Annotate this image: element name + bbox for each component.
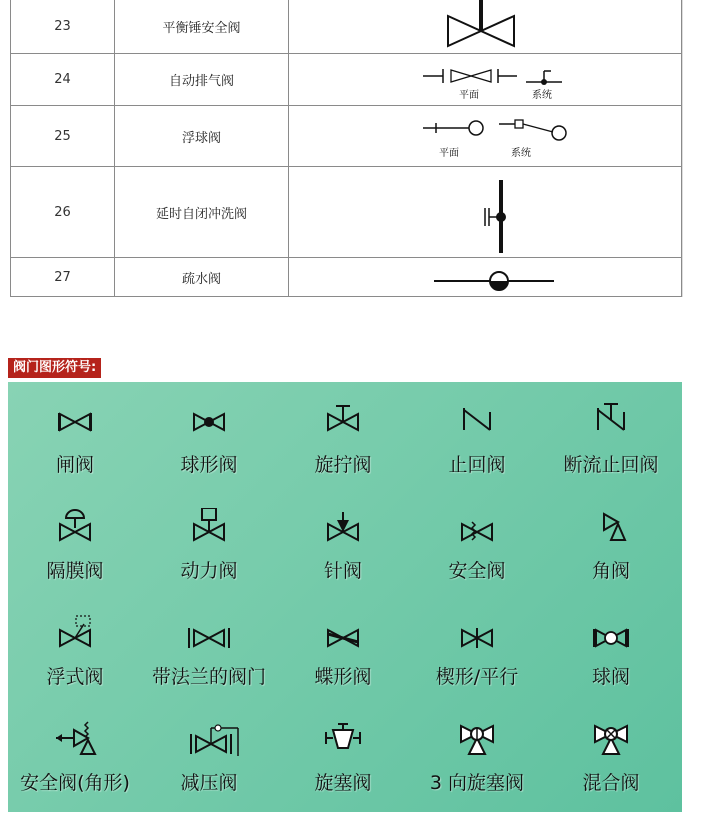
plug-valve-icon — [276, 720, 410, 768]
symbol-label: 浮式阀 — [46, 666, 104, 688]
symbol-label: 楔形/平行 — [435, 666, 519, 688]
symbol-label: 动力阀 — [180, 560, 238, 582]
symbol-cell — [8, 508, 142, 610]
row-number: 27 — [11, 258, 115, 297]
row-number: 26 — [11, 167, 115, 257]
three-way-plug-valve-icon — [410, 720, 544, 768]
symbol-label: 混合阀 — [582, 772, 640, 794]
symbol-cell — [276, 614, 410, 716]
system-label: 系统 — [511, 148, 531, 159]
symbol-label: 减压阀 — [180, 772, 238, 794]
symbol-label: 安全阀 — [448, 560, 506, 582]
wedge-parallel-valve-icon — [410, 614, 544, 662]
stop-check-valve-icon — [544, 402, 678, 450]
row-name: 延时自闭冲洗阀 — [115, 167, 289, 257]
symbol-cell — [276, 720, 410, 822]
mixing-valve-icon — [544, 720, 678, 768]
symbol-cell — [544, 508, 678, 610]
symbol-label: 针阀 — [323, 560, 362, 582]
symbol-cell — [142, 508, 276, 610]
auto-air-vent-valve-icon — [289, 54, 681, 105]
symbol-cell — [544, 614, 678, 716]
balance-weight-safety-valve-icon — [289, 0, 681, 53]
symbol-cell — [410, 402, 544, 504]
table-row — [11, 54, 681, 106]
symbol-label: 蝶形阀 — [314, 666, 372, 688]
symbol-cell — [8, 614, 142, 716]
table-row — [11, 258, 681, 297]
symbol-label: 止回阀 — [448, 454, 506, 476]
system-label: 系统 — [532, 90, 552, 101]
symbol-label: 旋拧阀 — [314, 454, 372, 476]
symbol-label: 角阀 — [591, 560, 630, 582]
delay-self-closing-flush-valve-icon — [289, 167, 681, 257]
divider — [682, 0, 683, 297]
table-row — [11, 106, 681, 167]
section-title: 阀门图形符号: — [8, 358, 101, 378]
globe-valve-icon — [142, 402, 276, 450]
ball-valve-icon — [544, 614, 678, 662]
symbol-label: 安全阀(角形) — [20, 772, 130, 794]
symbol-cell — [142, 720, 276, 822]
valve-symbol-panel — [8, 382, 682, 812]
table-row — [11, 167, 681, 258]
symbol-label: 球形阀 — [180, 454, 238, 476]
symbol-cell — [142, 402, 276, 504]
screw-valve-icon — [276, 402, 410, 450]
gate-valve-icon — [8, 402, 142, 450]
symbol-cell — [410, 720, 544, 822]
plan-label: 平面 — [459, 90, 479, 101]
check-valve-icon — [410, 402, 544, 450]
row-name: 自动排气阀 — [115, 54, 289, 105]
symbol-cell — [8, 402, 142, 504]
valve-table — [10, 0, 682, 297]
angle-safety-valve-icon — [8, 720, 142, 768]
plan-label: 平面 — [439, 148, 459, 159]
symbol-label: 3 向旋塞阀 — [429, 772, 525, 794]
symbol-cell — [410, 614, 544, 716]
row-number: 25 — [11, 106, 115, 166]
row-number: 24 — [11, 54, 115, 105]
float-ball-valve-icon — [289, 106, 681, 166]
symbol-cell — [276, 508, 410, 610]
butterfly-valve-icon — [276, 614, 410, 662]
symbol-label: 球阀 — [591, 666, 630, 688]
row-name: 浮球阀 — [115, 106, 289, 166]
flanged-valve-icon — [142, 614, 276, 662]
angle-valve-icon — [544, 508, 678, 556]
symbol-cell — [544, 402, 678, 504]
steam-trap-valve-icon — [289, 258, 681, 297]
safety-valve-icon — [410, 508, 544, 556]
symbol-label: 旋塞阀 — [314, 772, 372, 794]
row-name: 平衡锤安全阀 — [115, 0, 289, 53]
symbol-cell — [410, 508, 544, 610]
float-valve-icon — [8, 614, 142, 662]
symbol-cell — [276, 402, 410, 504]
needle-valve-icon — [276, 508, 410, 556]
diaphragm-valve-icon — [8, 508, 142, 556]
row-name: 疏水阀 — [115, 258, 289, 297]
symbol-label: 带法兰的阀门 — [151, 666, 266, 688]
symbol-cell — [544, 720, 678, 822]
pressure-reducing-valve-icon — [142, 720, 276, 768]
row-number: 23 — [11, 0, 115, 53]
table-row — [11, 0, 681, 54]
symbol-cell — [8, 720, 142, 822]
symbol-cell — [142, 614, 276, 716]
symbol-label: 闸阀 — [55, 454, 94, 476]
power-valve-icon — [142, 508, 276, 556]
symbol-label: 隔膜阀 — [46, 560, 104, 582]
symbol-label: 断流止回阀 — [563, 454, 659, 476]
